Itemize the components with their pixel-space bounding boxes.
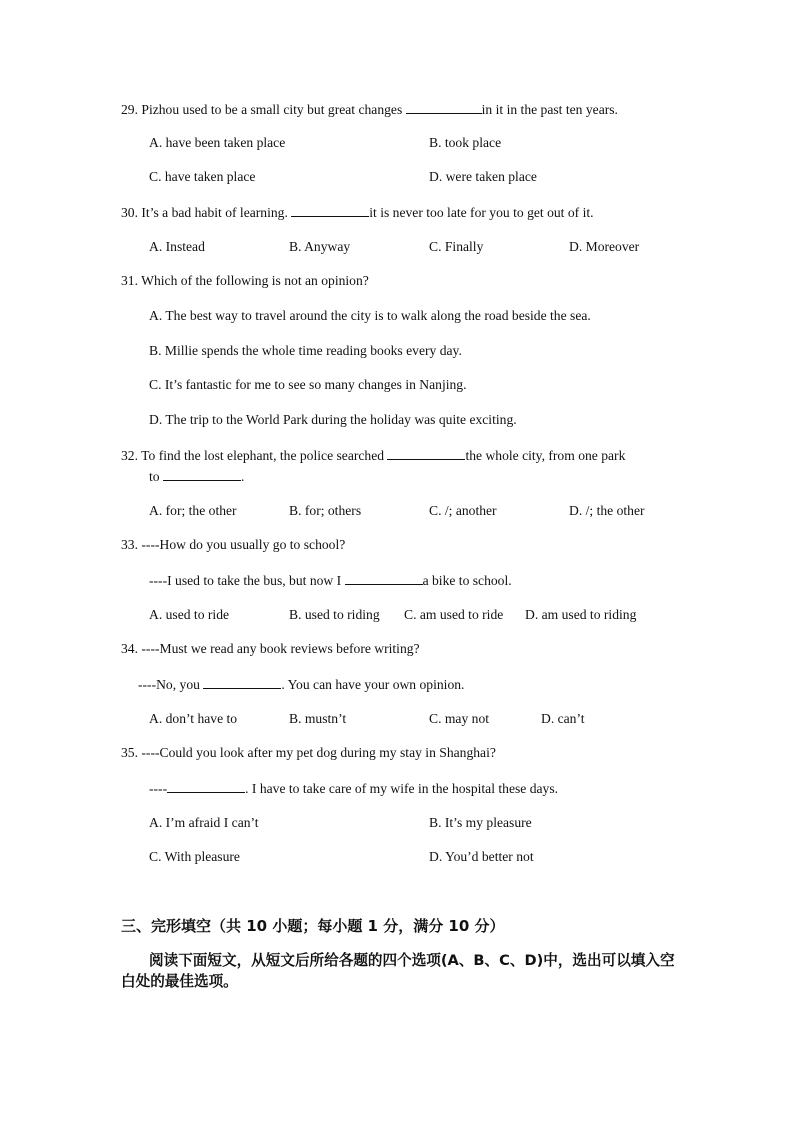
q31-option-a: A. The best way to travel around the city is to walk along the road beside the sea. xyxy=(149,308,591,323)
answer-blank xyxy=(406,100,482,114)
section-3-instructions-cont: 白处的最佳选项。 xyxy=(121,973,238,990)
question-35-reply: ---- . I have to take care of my wife in the hospital these days. xyxy=(149,781,559,796)
q34-option-c: C. may not xyxy=(429,711,490,726)
q34-option-b: B. mustn’t xyxy=(289,711,347,726)
q34-option-a: A. don’t have to xyxy=(149,711,238,726)
q32-option-a: A. for; the other xyxy=(149,503,237,518)
section-3-heading: 三、完形填空（共 10 小题；每小题 1 分，满分 10 分） xyxy=(121,917,505,935)
q32-option-d: D. /; the other xyxy=(569,503,645,518)
answer-blank xyxy=(387,446,465,460)
question-32-stem-cont: to . xyxy=(149,469,245,484)
answer-blank xyxy=(167,779,245,793)
q33-option-a: A. used to ride xyxy=(149,607,230,622)
q33-option-b: B. used to riding xyxy=(289,607,380,622)
q31-option-d: D. The trip to the World Park during the holiday was quite exciting. xyxy=(149,412,517,427)
answer-blank xyxy=(291,203,369,217)
q35-option-d: D. You’d better not xyxy=(429,849,534,864)
section-3-instructions: 阅读下面短文，从短文后所给各题的四个选项(A、B、C、D)中，选出可以填入空 xyxy=(149,952,675,969)
q33-option-d: D. am used to riding xyxy=(525,607,637,622)
q29-option-c: C. have taken place xyxy=(149,169,256,184)
question-33-reply: ----I used to take the bus, but now I a bike to school. xyxy=(149,573,512,588)
question-30-stem: 30. It’s a bad habit of learning. it is never too late for you to get out of it. xyxy=(121,205,594,220)
answer-blank xyxy=(345,571,423,585)
q33-option-c: C. am used to ride xyxy=(404,607,504,622)
q35-option-b: B. It’s my pleasure xyxy=(429,815,532,830)
question-31-stem: 31. Which of the following is not an opinion? xyxy=(121,273,369,288)
q30-option-c: C. Finally xyxy=(429,239,484,254)
q30-option-d: D. Moreover xyxy=(569,239,640,254)
q32-option-b: B. for; others xyxy=(289,503,362,518)
q30-option-b: B. Anyway xyxy=(289,239,351,254)
q31-option-c: C. It’s fantastic for me to see so many changes in Nanjing. xyxy=(149,377,467,392)
question-29-stem: 29. Pizhou used to be a small city but great changes in it in the past ten years. xyxy=(121,102,618,117)
q31-option-b: B. Millie spends the whole time reading books every day. xyxy=(149,343,462,358)
q29-option-a: A. have been taken place xyxy=(149,135,286,150)
q35-option-a: A. I’m afraid I can’t xyxy=(149,815,259,830)
question-35-stem: 35. ----Could you look after my pet dog during my stay in Shanghai? xyxy=(121,745,496,760)
question-32-stem: 32. To find the lost elephant, the police searched the whole city, from one park xyxy=(121,448,626,463)
answer-blank xyxy=(163,467,241,481)
q32-option-c: C. /; another xyxy=(429,503,497,518)
question-34-stem: 34. ----Must we read any book reviews before writing? xyxy=(121,641,420,656)
q29-option-d: D. were taken place xyxy=(429,169,537,184)
q35-option-c: C. With pleasure xyxy=(149,849,240,864)
q29-option-b: B. took place xyxy=(429,135,502,150)
question-33-stem: 33. ----How do you usually go to school? xyxy=(121,537,346,552)
question-34-reply: ----No, you . You can have your own opinion. xyxy=(138,677,465,692)
q30-option-a: A. Instead xyxy=(149,239,205,254)
answer-blank xyxy=(203,675,281,689)
q34-option-d: D. can’t xyxy=(541,711,585,726)
